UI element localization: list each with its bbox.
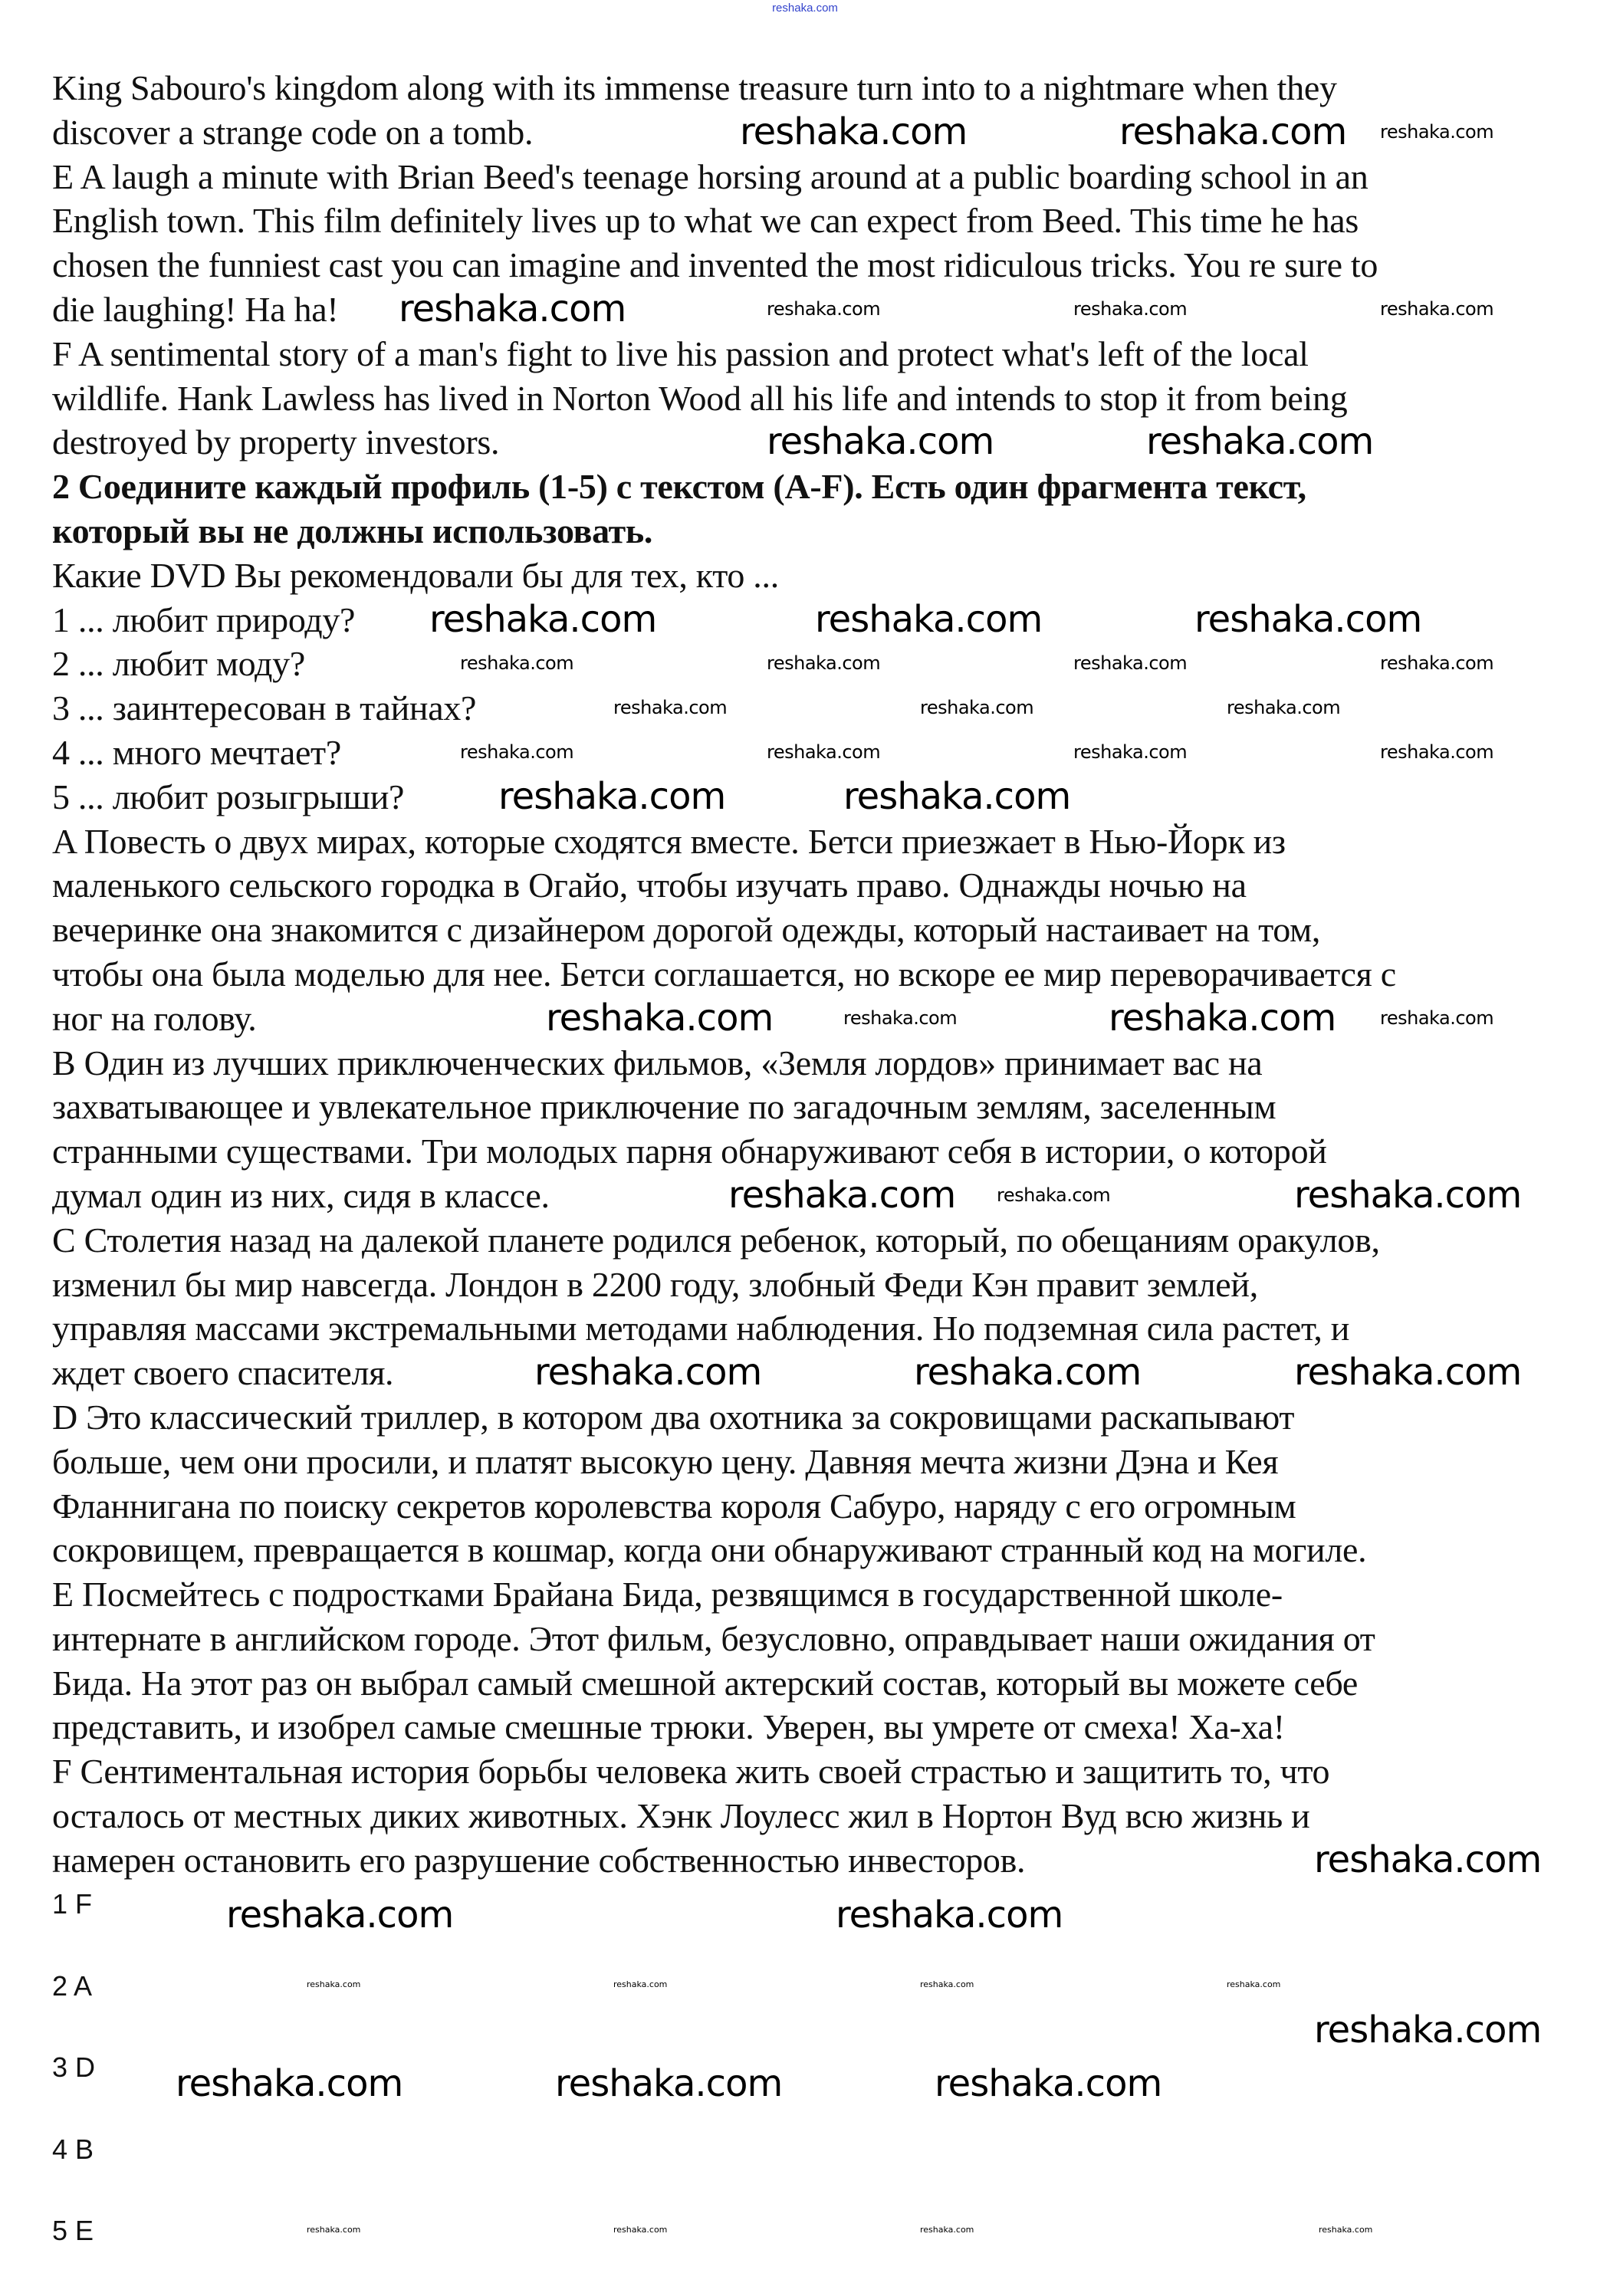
- watermark: reshaka.com: [1319, 2225, 1373, 2235]
- watermark: reshaka.com: [1073, 298, 1188, 320]
- watermark: reshaka.com: [843, 774, 1071, 818]
- watermark: reshaka.com: [1194, 597, 1422, 641]
- text-line: C Столетия назад на далекой планете родился ребенок, который, по обещаниям оракулов,: [52, 1220, 1380, 1260]
- text-line: представить, и изобрел самые смешные трюки. Уверен, вы умрете от смеха! Ха-ха!: [52, 1707, 1285, 1747]
- watermark: reshaka.com: [914, 1351, 1142, 1394]
- watermark: reshaka.com: [429, 597, 657, 641]
- watermark: reshaka.com: [1380, 652, 1494, 675]
- text-line: ждет своего спасителя.: [52, 1353, 394, 1393]
- watermark: reshaka.com: [728, 1174, 956, 1217]
- text-line: English town. This film definitely lives up to what we can expect from Beed. This time he has: [52, 201, 1359, 241]
- watermark: reshaka.com: [815, 597, 1043, 641]
- watermark: reshaka.com: [176, 2062, 403, 2105]
- text-line: вечеринке она знакомится с дизайнером дорогой одежды, который настаивает на том,: [52, 910, 1321, 950]
- text-line: думал один из них, сидя в классе.: [52, 1175, 550, 1215]
- document-body: [52, 66, 1396, 1883]
- watermark: reshaka.com: [1294, 1351, 1522, 1394]
- watermark: reshaka.com: [613, 2225, 668, 2235]
- watermark: reshaka.com: [399, 287, 626, 330]
- text-line: изменил бы мир навсегда. Лондон в 2200 году, злобный Феди Кэн правит землей,: [52, 1264, 1258, 1304]
- text-line: die laughing! Ha ha!: [52, 289, 339, 329]
- text-line: больше, чем они просили, и платят высокую цену. Давняя мечта жизни Дэна и Кея: [52, 1441, 1279, 1481]
- text-line: F A sentimental story of a man's fight to live his passion and protect what's left of the local: [52, 333, 1309, 373]
- text-line: 1 ... любит природу?: [52, 599, 356, 639]
- text-line: Фланнигана по поиску секретов королевства короля Сабуро, наряду с его огромным: [52, 1486, 1296, 1526]
- watermark: reshaka.com: [920, 2225, 974, 2235]
- watermark: reshaka.com: [1314, 2009, 1542, 2051]
- watermark: reshaka.com: [226, 1894, 454, 1936]
- watermark: reshaka.com: [546, 996, 774, 1040]
- text-line: странными существами. Три молодых парня обнаруживают себя в истории, о которой: [52, 1132, 1327, 1171]
- watermark: reshaka.com: [1227, 697, 1341, 719]
- watermark: reshaka.com: [843, 1007, 958, 1029]
- top-watermark-link[interactable]: reshaka.com: [772, 2, 838, 15]
- text-line: E Посмейтесь с подростками Брайана Бида, резвящимся в государственной школе-: [52, 1575, 1283, 1614]
- watermark: reshaka.com: [613, 697, 728, 719]
- watermark: reshaka.com: [997, 1184, 1111, 1206]
- task-heading-line: который вы не должны использовать.: [52, 511, 653, 550]
- watermark: reshaka.com: [767, 298, 881, 320]
- watermark: reshaka.com: [920, 697, 1034, 719]
- text-line: управляя массами экстремальными методами наблюдения. Но подземная сила растет, и: [52, 1309, 1350, 1348]
- watermark: reshaka.com: [920, 1979, 974, 1989]
- watermark: reshaka.com: [1380, 1007, 1494, 1029]
- answer-item: 2 A: [52, 1969, 93, 2002]
- watermark: reshaka.com: [1380, 120, 1494, 143]
- watermark: reshaka.com: [836, 1894, 1063, 1936]
- watermark: reshaka.com: [935, 2062, 1162, 2105]
- watermark: reshaka.com: [1314, 1838, 1542, 1881]
- watermark: reshaka.com: [740, 110, 968, 153]
- text-line: E A laugh a minute with Brian Beed's teenage horsing around at a public boarding school in an: [52, 156, 1368, 196]
- watermark: reshaka.com: [1073, 741, 1188, 763]
- text-line: намерен остановить его разрушение собственностью инвесторов.: [52, 1840, 1026, 1880]
- text-line: discover a strange code on a tomb.: [52, 112, 534, 152]
- watermark: reshaka.com: [767, 420, 994, 464]
- text-line: 3 ... заинтересован в тайнах?: [52, 688, 477, 728]
- text-line: wildlife. Hank Lawless has lived in Norton Wood all his life and intends to stop it from being: [52, 378, 1348, 418]
- answer-list: [52, 1887, 95, 2296]
- text-line: King Sabouro's kingdom along with its immense treasure turn into to a nightmare when they: [52, 68, 1337, 107]
- text-line: 2 ... любит моду?: [52, 644, 305, 684]
- watermark: reshaka.com: [534, 1351, 762, 1394]
- watermark: reshaka.com: [1380, 298, 1494, 320]
- text-line: destroyed by property investors.: [52, 422, 500, 462]
- watermark: reshaka.com: [460, 652, 574, 675]
- watermark: reshaka.com: [1380, 741, 1494, 763]
- text-line: 5 ... любит розыгрыши?: [52, 777, 405, 816]
- watermark: reshaka.com: [1109, 996, 1336, 1040]
- text-line: сокровищем, превращается в кошмар, когда они обнаруживают странный код на могиле.: [52, 1530, 1367, 1570]
- watermark: reshaka.com: [767, 652, 881, 675]
- text-line: chosen the funniest cast you can imagine and invented the most ridiculous tricks. You re sure to: [52, 245, 1378, 285]
- watermark: reshaka.com: [1073, 652, 1188, 675]
- watermark: reshaka.com: [1294, 1174, 1522, 1217]
- watermark: reshaka.com: [307, 1979, 361, 1989]
- text-line: B Один из лучших приключенческих фильмов, «Земля лордов» принимает вас на: [52, 1043, 1263, 1082]
- text-line: F Сентиментальная история борьбы человека жить своей страстью и защитить то, что: [52, 1752, 1330, 1792]
- watermark: reshaka.com: [1227, 1979, 1281, 1989]
- task-heading-line: 2 Соедините каждый профиль (1-5) с текстом (A-F). Есть один фрагмента текст,: [52, 467, 1306, 507]
- watermark: reshaka.com: [613, 1979, 668, 1989]
- watermark: reshaka.com: [1146, 420, 1374, 464]
- text-line: интернате в английском городе. Этот фильм, безусловно, оправдывает наши ожидания от: [52, 1618, 1375, 1658]
- watermark: reshaka.com: [460, 741, 574, 763]
- text-line: Бида. На этот раз он выбрал самый смешной актерский состав, который вы можете себе: [52, 1663, 1358, 1703]
- text-line: чтобы она была моделью для нее. Бетси соглашается, но вскоре ее мир переворачивается с: [52, 954, 1396, 994]
- text-line: осталось от местных диких животных. Хэнк Лоулесс жил в Нортон Вуд всю жизнь и: [52, 1796, 1310, 1836]
- text-line: захватывающее и увлекательное приключение по загадочным землям, заселенным: [52, 1087, 1276, 1127]
- text-line: A Повесть о двух мирах, которые сходятся вместе. Бетси приезжает в Нью-Йорк из: [52, 821, 1286, 861]
- text-line: ног на голову.: [52, 998, 257, 1038]
- watermark: reshaka.com: [767, 741, 881, 763]
- watermark: reshaka.com: [555, 2062, 783, 2105]
- answer-item: 4 B: [52, 2133, 94, 2165]
- text-line: D Это классический триллер, в котором два охотника за сокровищами раскапывают: [52, 1397, 1295, 1437]
- text-line: маленького сельского городка в Огайо, чтобы изучать право. Однажды ночью на: [52, 866, 1247, 905]
- answer-item: 3 D: [52, 2051, 96, 2083]
- text-line: Какие DVD Вы рекомендовали бы для тех, кто ...: [52, 555, 779, 595]
- watermark: reshaka.com: [498, 774, 726, 818]
- watermark: reshaka.com: [1119, 110, 1347, 153]
- answer-item: 5 E: [52, 2215, 94, 2246]
- answer-item: 1 F: [52, 1888, 93, 1920]
- text-line: 4 ... много мечтает?: [52, 732, 341, 772]
- watermark: reshaka.com: [307, 2225, 361, 2235]
